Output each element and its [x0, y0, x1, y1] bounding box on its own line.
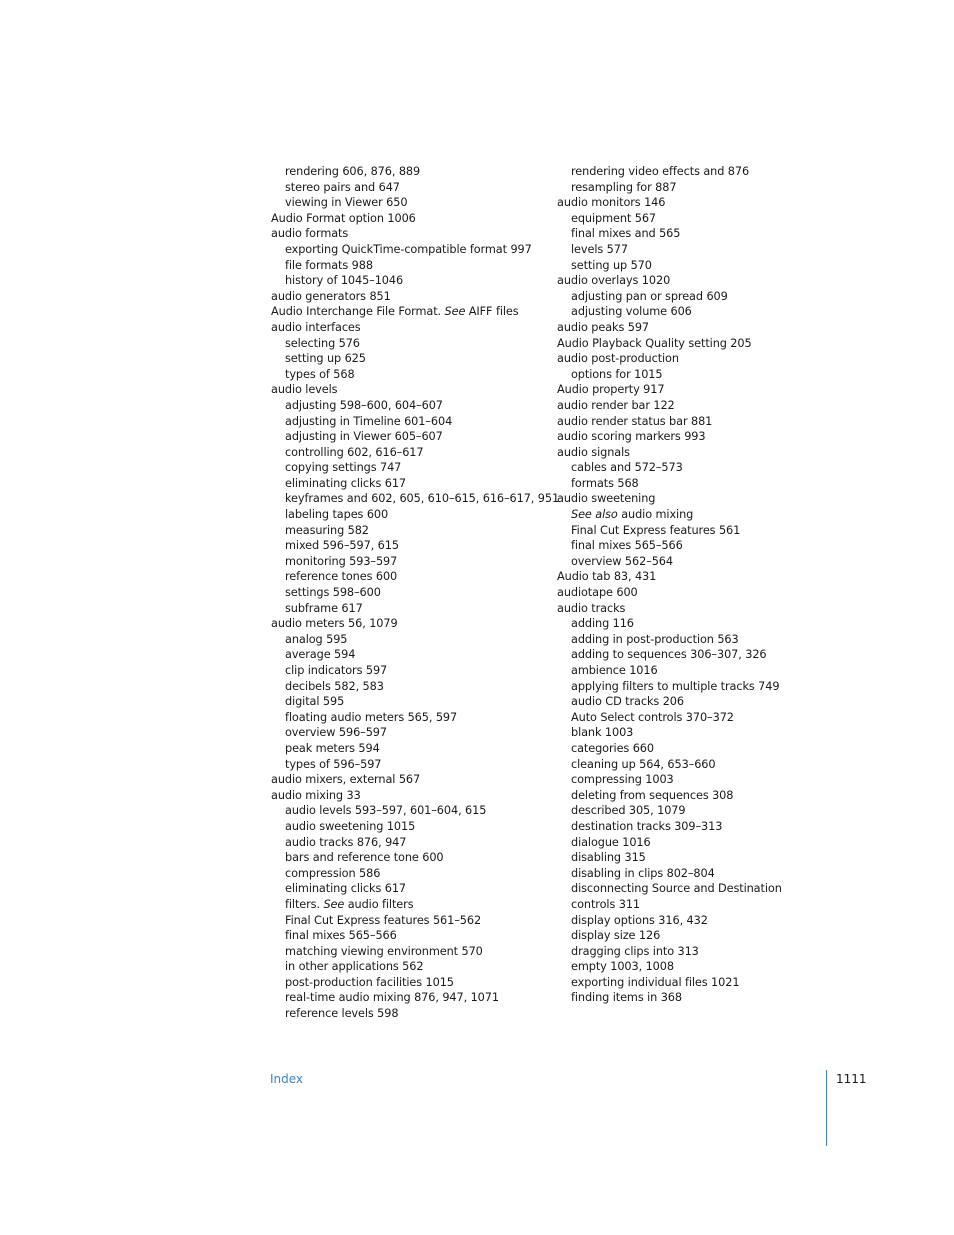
entry-text: described 305, 1079	[571, 804, 686, 818]
entry-text: audio sweetening 1015	[285, 819, 416, 833]
index-subentry	[271, 959, 551, 975]
entry-text: selecting 576	[285, 336, 360, 350]
index-entry	[557, 569, 817, 585]
entry-text: final mixes 565–566	[571, 539, 683, 553]
entry-text: mixed 596–597, 615	[285, 539, 399, 553]
index-entry	[557, 336, 817, 352]
entry-text: overview 596–597	[285, 726, 387, 740]
entry-text: disabling in clips 802–804	[571, 866, 715, 880]
see-reference: See	[444, 305, 466, 319]
entry-text: adding 116	[571, 617, 634, 631]
index-entry	[271, 320, 551, 336]
entry-text: audio meters 56, 1079	[271, 617, 398, 631]
entry-text: copying settings 747	[285, 461, 402, 475]
entry-text: real-time audio mixing 876, 947, 1071	[285, 991, 499, 1005]
entry-text: dragging clips into 313	[571, 944, 699, 958]
entry-text: audio levels 593–597, 601–604, 615	[285, 804, 487, 818]
entry-text: display size 126	[571, 929, 661, 943]
index-subentry	[557, 741, 817, 757]
index-subentry	[557, 632, 817, 648]
index-subentry	[271, 897, 551, 913]
index-subentry	[557, 289, 817, 305]
footer-divider	[826, 1070, 827, 1146]
entry-text: peak meters 594	[285, 741, 380, 755]
entry-text: keyframes and 602, 605, 610–615, 616–617, 951	[285, 492, 560, 506]
entry-text: audio formats	[271, 227, 349, 241]
entry-text: average 594	[285, 648, 356, 662]
index-entry	[271, 304, 551, 320]
index-subentry	[271, 351, 551, 367]
entry-text: filters.	[285, 897, 324, 911]
index-subentry	[271, 180, 551, 196]
entry-text: compression 586	[285, 866, 381, 880]
entry-text: digital 595	[285, 695, 345, 709]
index-entry	[557, 601, 817, 617]
index-subentry	[557, 835, 817, 851]
index-subentry	[557, 647, 817, 663]
entry-text: eliminating clicks 617	[285, 882, 407, 896]
index-subentry	[557, 897, 817, 913]
entry-text: analog 595	[285, 632, 348, 646]
entry-text: ambience 1016	[571, 664, 658, 677]
index-entry	[271, 616, 551, 632]
index-entry	[557, 382, 817, 398]
index-subentry	[271, 990, 551, 1006]
index-subentry	[557, 990, 817, 1006]
entry-text: dialogue 1016	[571, 835, 651, 849]
index-subentry	[557, 460, 817, 476]
entry-text: floating audio meters 565, 597	[285, 710, 458, 724]
entry-text: Audio Playback Quality setting 205	[557, 336, 752, 350]
index-subentry	[557, 304, 817, 320]
index-subentry	[271, 554, 551, 570]
entry-text: exporting individual files 1021	[571, 975, 740, 989]
entry-text: blank 1003	[571, 726, 634, 740]
entry-text: reference levels 598	[285, 1007, 399, 1021]
entry-text: Audio Format option 1006	[271, 211, 416, 225]
entry-text: clip indicators 597	[285, 664, 388, 677]
index-subentry	[271, 944, 551, 960]
entry-text: adjusting in Timeline 601–604	[285, 414, 453, 428]
index-subentry	[557, 242, 817, 258]
index-subentry	[557, 507, 817, 523]
entry-text: Final Cut Express features 561–562	[285, 913, 482, 927]
index-subentry	[557, 523, 817, 539]
index-subentry	[271, 491, 560, 507]
entry-text: matching viewing environment 570	[285, 944, 483, 958]
entry-text: adding in post-production 563	[571, 632, 739, 646]
index-subentry	[271, 538, 551, 554]
index-subentry	[557, 850, 817, 866]
index-subentry	[557, 757, 817, 773]
index-entry	[557, 445, 817, 461]
entry-text: audio render bar 122	[557, 398, 675, 412]
index-subentry	[271, 242, 551, 258]
index-subentry	[271, 679, 551, 695]
entry-text: setting up 625	[285, 352, 366, 366]
entry-text: finding items in 368	[571, 991, 682, 1005]
entry-text: audio signals	[557, 445, 630, 459]
see-target: audio mixing	[617, 508, 694, 522]
entry-text: overview 562–564	[571, 554, 673, 568]
index-entry	[557, 195, 817, 211]
entry-text: audio CD tracks 206	[571, 695, 684, 709]
entry-text: levels 577	[571, 242, 628, 256]
index-subentry	[271, 507, 551, 523]
index-subentry	[557, 772, 817, 788]
entry-text: empty 1003, 1008	[571, 960, 674, 974]
index-subentry	[271, 866, 551, 882]
see-reference: See	[323, 897, 345, 911]
index-subentry	[271, 647, 551, 663]
entry-text: audio post-production	[557, 352, 679, 366]
entry-text: audio peaks 597	[557, 320, 650, 334]
index-entry	[271, 211, 551, 227]
index-subentry	[271, 757, 551, 773]
entry-text: audio overlays 1020	[557, 274, 671, 288]
index-entry	[557, 351, 817, 367]
index-subentry	[557, 538, 817, 554]
index-subentry	[557, 679, 817, 695]
entry-text: labeling tapes 600	[285, 508, 389, 522]
entry-text: audio tracks	[557, 601, 626, 615]
index-entry	[271, 772, 551, 788]
index-subentry	[557, 959, 817, 975]
index-subentry	[557, 928, 817, 944]
entry-text: options for 1015	[571, 367, 663, 381]
index-subentry	[557, 211, 817, 227]
index-subentry	[557, 258, 817, 274]
index-subentry	[271, 601, 551, 617]
index-subentry	[271, 741, 551, 757]
entry-text: audio levels	[271, 383, 338, 397]
index-entry	[557, 273, 817, 289]
entry-text: controls 311	[571, 897, 640, 911]
entry-text: types of 568	[285, 367, 355, 381]
index-entry	[271, 289, 551, 305]
index-entry	[557, 414, 817, 430]
entry-text: audio sweetening	[557, 492, 656, 506]
entry-text: subframe 617	[285, 601, 363, 615]
entry-text: adjusting volume 606	[571, 305, 692, 319]
index-subentry	[271, 694, 551, 710]
entry-text: audiotape 600	[557, 586, 638, 600]
index-subentry	[271, 460, 551, 476]
index-subentry	[557, 725, 817, 741]
entry-text: audio render status bar 881	[557, 414, 713, 428]
index-subentry	[271, 663, 551, 679]
index-subentry	[271, 569, 551, 585]
index-subentry	[271, 835, 551, 851]
footer-section-label: Index	[270, 1072, 304, 1086]
index-entry	[557, 320, 817, 336]
entry-text: display options 316, 432	[571, 913, 708, 927]
entry-text: rendering 606, 876, 889	[285, 165, 421, 178]
index-subentry	[271, 585, 551, 601]
entry-text: destination tracks 309–313	[571, 819, 723, 833]
entry-text: disabling 315	[571, 851, 646, 865]
entry-text: cleaning up 564, 653–660	[571, 757, 716, 771]
entry-text: audio scoring markers 993	[557, 430, 706, 444]
index-column-right	[557, 164, 817, 1006]
index-subentry	[557, 367, 817, 383]
entry-text: adjusting 598–600, 604–607	[285, 398, 443, 412]
entry-text: applying filters to multiple tracks 749	[571, 679, 780, 693]
index-subentry	[271, 850, 551, 866]
index-subentry	[557, 819, 817, 835]
index-subentry	[271, 164, 551, 180]
index-subentry	[271, 913, 551, 929]
entry-text: Final Cut Express features 561	[571, 523, 741, 537]
entry-text: categories 660	[571, 741, 654, 755]
index-subentry	[557, 694, 817, 710]
page-number: 1111	[836, 1072, 867, 1086]
entry-text: Audio tab 83, 431	[557, 570, 657, 584]
entry-text: in other applications 562	[285, 960, 424, 974]
index-entry	[271, 226, 551, 242]
index-subentry	[271, 445, 551, 461]
entry-text: eliminating clicks 617	[285, 476, 407, 490]
entry-text: viewing in Viewer 650	[285, 196, 408, 210]
see-reference: See also	[571, 508, 618, 522]
index-subentry	[271, 975, 551, 991]
index-subentry	[271, 273, 551, 289]
entry-text: setting up 570	[571, 258, 652, 272]
index-subentry	[271, 632, 551, 648]
index-subentry	[557, 663, 817, 679]
index-subentry	[271, 928, 551, 944]
index-subentry	[557, 180, 817, 196]
index-subentry	[557, 913, 817, 929]
index-entry	[557, 585, 817, 601]
index-subentry	[557, 975, 817, 991]
entry-text: history of 1045–1046	[285, 274, 404, 288]
entry-text: cables and 572–573	[571, 461, 683, 475]
index-subentry	[271, 429, 551, 445]
entry-text: equipment 567	[571, 211, 656, 225]
index-subentry	[271, 258, 551, 274]
index-subentry	[557, 554, 817, 570]
see-target: audio filters	[344, 897, 414, 911]
entry-text: rendering video effects and 876	[571, 165, 750, 178]
index-subentry	[271, 476, 551, 492]
index-subentry	[271, 710, 551, 726]
entry-text: adjusting pan or spread 609	[571, 289, 728, 303]
entry-text: exporting QuickTime-compatible format 997	[285, 242, 532, 256]
index-subentry	[271, 819, 551, 835]
index-subentry	[271, 523, 551, 539]
entry-text: bars and reference tone 600	[285, 851, 444, 865]
entry-text: formats 568	[571, 476, 639, 490]
entry-text: resampling for 887	[571, 180, 677, 194]
index-subentry	[271, 725, 551, 741]
index-subentry	[557, 710, 817, 726]
entry-text: post-production facilities 1015	[285, 975, 454, 989]
entry-text: deleting from sequences 308	[571, 788, 734, 802]
entry-text: disconnecting Source and Destination	[571, 882, 782, 896]
index-subentry	[557, 616, 817, 632]
index-subentry	[271, 336, 551, 352]
index-subentry	[271, 414, 551, 430]
entry-text: audio tracks 876, 947	[285, 835, 407, 849]
entry-text: final mixes 565–566	[285, 929, 397, 943]
entry-text: file formats 988	[285, 258, 373, 272]
index-subentry	[271, 367, 551, 383]
entry-text: stereo pairs and 647	[285, 180, 400, 194]
entry-text: types of 596–597	[285, 757, 382, 771]
entry-text: audio monitors 146	[557, 196, 666, 210]
entry-text: decibels 582, 583	[285, 679, 384, 693]
index-subentry	[557, 226, 817, 242]
entry-text: Audio property 917	[557, 383, 665, 397]
index-subentry	[271, 1006, 551, 1022]
index-entry	[557, 429, 817, 445]
entry-text: compressing 1003	[571, 773, 674, 787]
index-subentry	[557, 476, 817, 492]
index-subentry	[271, 195, 551, 211]
index-subentry	[271, 881, 551, 897]
entry-text: audio mixing 33	[271, 788, 361, 802]
entry-text: audio mixers, external 567	[271, 773, 421, 787]
entry-text: audio generators 851	[271, 289, 391, 303]
index-subentry	[271, 398, 551, 414]
index-subentry	[557, 944, 817, 960]
index-entry	[557, 491, 817, 507]
entry-text: monitoring 593–597	[285, 554, 398, 568]
entry-text: adjusting in Viewer 605–607	[285, 430, 443, 444]
see-target: AIFF files	[465, 305, 519, 319]
index-subentry	[557, 803, 817, 819]
entry-text: Auto Select controls 370–372	[571, 710, 734, 724]
index-subentry	[271, 803, 551, 819]
entry-text: adding to sequences 306–307, 326	[571, 648, 767, 662]
index-entry	[557, 398, 817, 414]
entry-text: Audio Interchange File Format.	[271, 305, 445, 319]
entry-text: audio interfaces	[271, 320, 361, 334]
entry-text: settings 598–600	[285, 586, 381, 600]
entry-text: controlling 602, 616–617	[285, 445, 424, 459]
index-subentry	[557, 788, 817, 804]
index-subentry	[557, 866, 817, 882]
index-subentry	[557, 164, 817, 180]
index-entry	[271, 788, 551, 804]
entry-text: final mixes and 565	[571, 227, 681, 241]
index-entry	[271, 382, 551, 398]
entry-text: measuring 582	[285, 523, 369, 537]
index-column-left	[271, 164, 560, 1022]
index-subentry	[557, 881, 817, 897]
entry-text: reference tones 600	[285, 570, 398, 584]
